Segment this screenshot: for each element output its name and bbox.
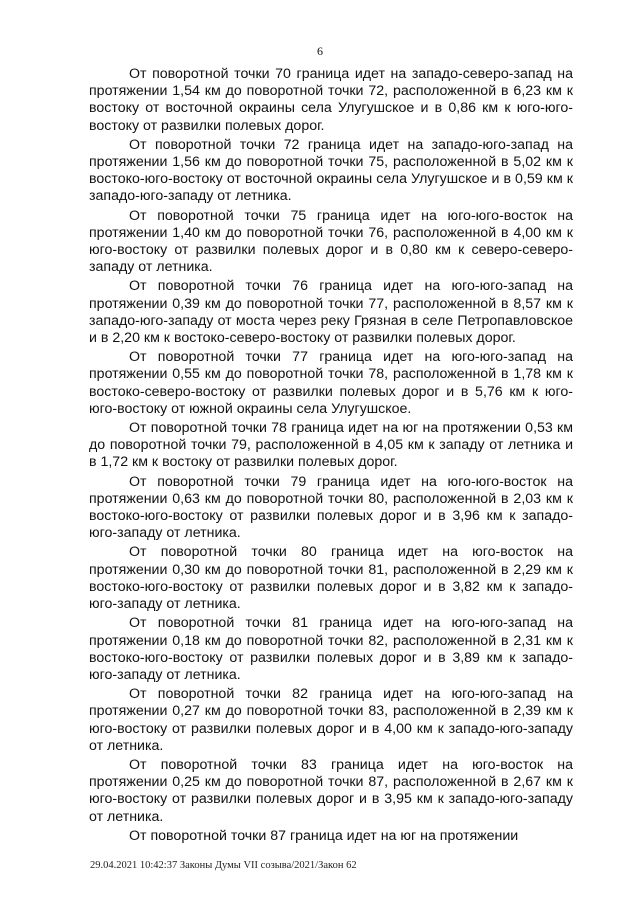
paragraph: От поворотной точки 80 граница идет на юго-восток на протяжении 0,30 км до поворотной точки 81, расположенной в 2,29 км к востоко-юго-востоку от развилки полевых дорог и в 3,82 км к западо-юго-западу от летника. (89, 544, 573, 613)
paragraph: От поворотной точки 82 граница идет на юго-юго-запад на протяжении 0,27 км до поворотной точки 83, расположенной в 2,39 км к юго-востоку от развилки полевых дорог и в 4,00 км к западо-юго-западу от летника. (89, 686, 573, 754)
paragraph: От поворотной точки 78 граница идет на юг на протяжении 0,53 км до поворотной точки 79, расположенной в 4,05 км к западу от летника и в 1,72 км к востоку от развилки полевых дорог. (89, 420, 573, 471)
document-body (89, 66, 573, 847)
paragraph: От поворотной точки 87 граница идет на юг на протяжении (129, 827, 519, 844)
document-footer: 29.04.2021 10:42:37 Законы Думы VII созыва/2021/Закон 62 (90, 860, 357, 871)
paragraph: От поворотной точки 70 граница идет на западо-северо-запад на протяжении 1,54 км до поворотной точки 72, расположенной в 6,23 км к востоку от восточной окраины села Улугушское и в 0,86 км к юго-юго-востоку от развилки полевых дорог. (89, 66, 573, 134)
paragraph: От поворотной точки 75 граница идет на юго-юго-восток на протяжении 1,40 км до поворотной точки 76, расположенной в 4,00 км к юго-востоку от развилки полевых дорог и в 0,80 км к северо-северо-западу от летника. (89, 207, 573, 276)
paragraph: От поворотной точки 83 граница идет на юго-восток на протяжении 0,25 км до поворотной точки 87, расположенной в 2,67 км к юго-востоку от развилки полевых дорог и в 3,95 км к западо-юго-западу от летника. (89, 756, 573, 825)
paragraph: От поворотной точки 76 граница идет на юго-юго-запад на протяжении 0,39 км до поворотной точки 77, расположенной в 8,57 км к западо-юго-западу от моста через реку Грязная в селе Петропавловское и в 2,20 км к востоко-северо-востоку от развилки полевых дорог. (89, 278, 573, 347)
paragraph: От поворотной точки 72 граница идет на западо-юго-запад на протяжении 1,56 км до поворотной точки 75, расположенной в 5,02 км к востоко-юго-востоку от восточной окраины села Улугушское и в 0,59 км к западо-юго-западу от летника. (89, 136, 573, 205)
paragraph: От поворотной точки 79 граница идет на юго-юго-восток на протяжении 0,63 км до поворотной точки 80, расположенной в 2,03 км к востоко-юго-востоку от развилки полевых дорог и в 3,96 км к западо-юго-западу от летника. (89, 473, 573, 542)
paragraph: От поворотной точки 81 граница идет на юго-юго-запад на протяжении 0,18 км до поворотной точки 82, расположенной в 2,31 км к востоко-юго-востоку от развилки полевых дорог и в 3,89 км к западо-юго-западу от летника. (89, 615, 573, 683)
paragraph: От поворотной точки 77 граница идет на юго-юго-запад на протяжении 0,55 км до поворотной точки 78, расположенной в 1,78 км к востоко-северо-востоку от развилки полевых дорог и в 5,76 км к юго-юго-востоку от южной окраины села Улугушское. (89, 349, 573, 417)
page-number: 6 (317, 44, 323, 58)
